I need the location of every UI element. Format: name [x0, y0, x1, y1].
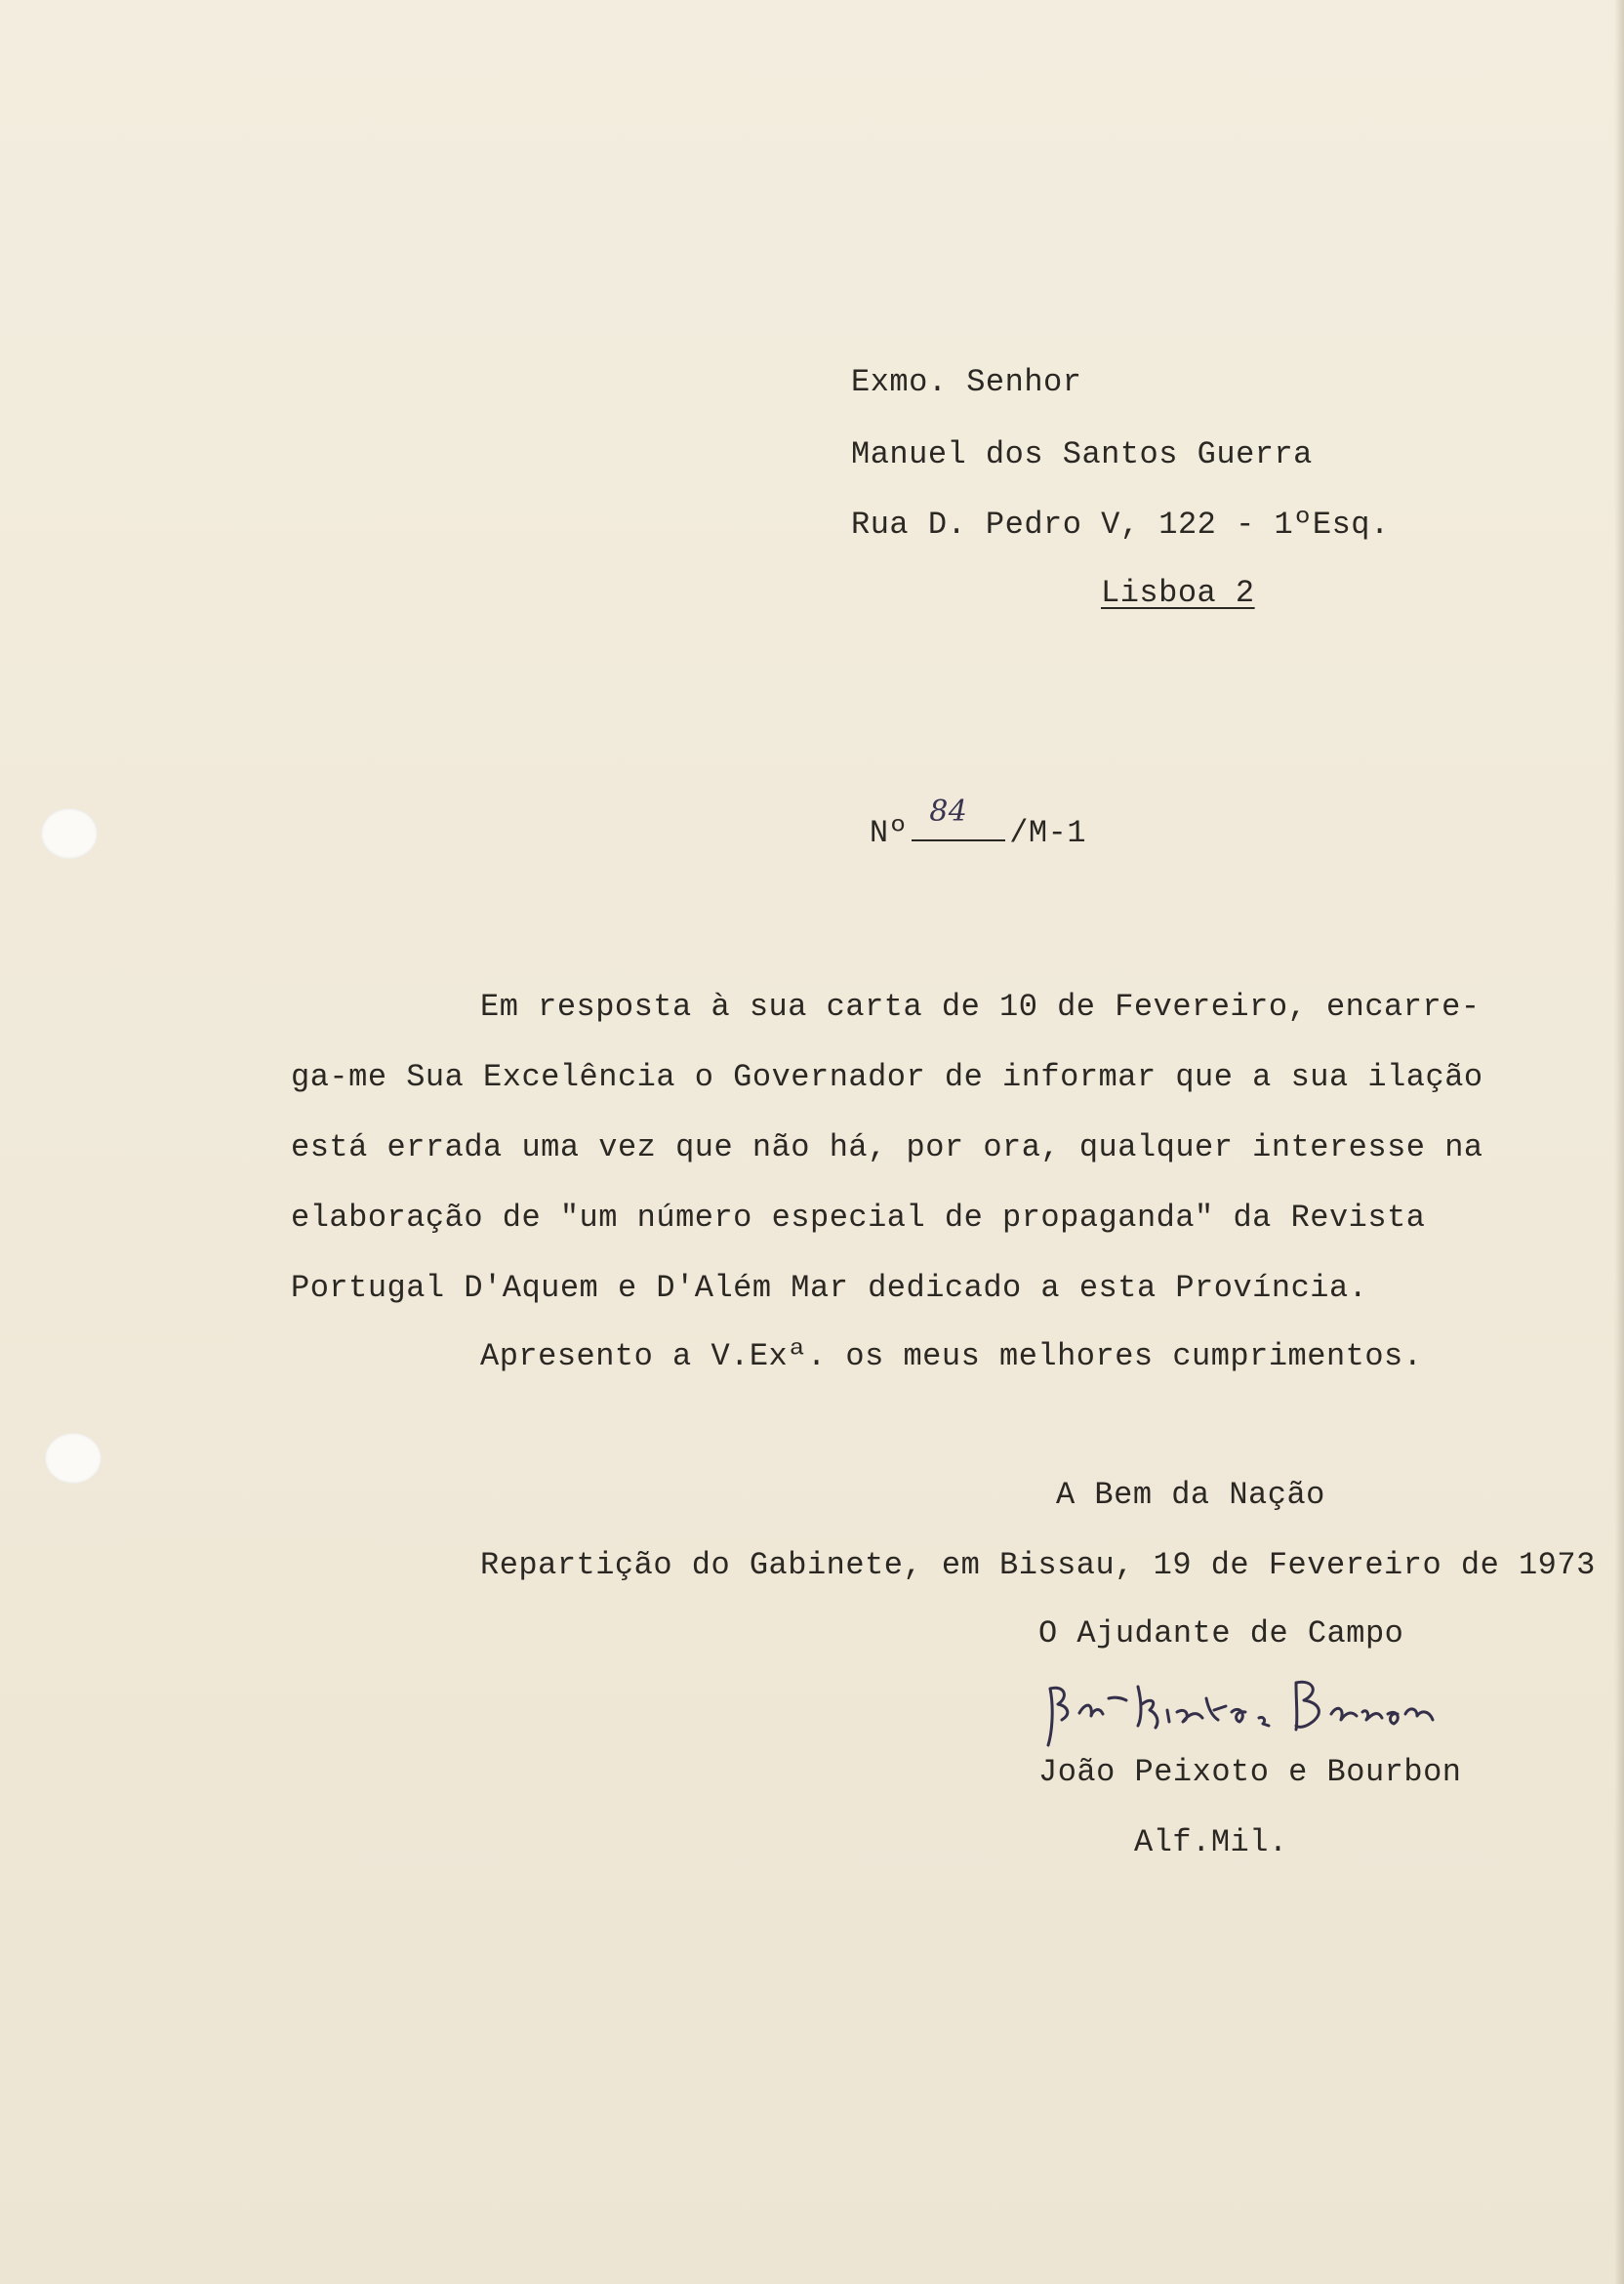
punch-hole-bottom	[45, 1433, 102, 1484]
footer-motto: A Bem da Nação	[1056, 1477, 1325, 1513]
body-line: Em resposta à sua carta de 10 de Fevereiro, encarre-	[480, 989, 1481, 1025]
body-closing: Apresento a V.Exª. os meus melhores cumprimentos.	[480, 1338, 1423, 1374]
body-line: está errada uma vez que não há, por ora, qualquer interesse na	[291, 1129, 1483, 1165]
reference-prefix: Nº	[869, 815, 909, 851]
reference-number-field	[912, 795, 1005, 841]
recipient-salutation: Exmo. Senhor	[851, 364, 1082, 400]
footer-date-line: Repartição do Gabinete, em Bissau, 19 de Fevereiro de 1973	[480, 1547, 1596, 1583]
reference-number	[792, 767, 1086, 892]
body-line: Portugal D'Aquem e D'Além Mar dedicado a esta Província.	[291, 1270, 1368, 1306]
recipient-name: Manuel dos Santos Guerra	[851, 436, 1313, 472]
recipient-address: Rua D. Pedro V, 122 - 1ºEsq.	[851, 507, 1390, 543]
body-line: ga-me Sua Excelência o Governador de informar que a sua ilação	[291, 1059, 1483, 1095]
reference-suffix: /M-1	[1009, 815, 1087, 851]
footer-role: O Ajudante de Campo	[1038, 1615, 1404, 1652]
handwritten-signature	[1040, 1659, 1450, 1747]
reference-handwritten-number: 84	[929, 795, 968, 829]
punch-hole-top	[41, 808, 98, 859]
recipient-city: Lisboa 2	[1101, 575, 1255, 611]
footer-rank: Alf.Mil.	[1134, 1824, 1288, 1860]
page-edge-shadow	[1614, 0, 1624, 2284]
footer-signer-name: João Peixoto e Bourbon	[1038, 1754, 1462, 1790]
body-line: elaboração de "um número especial de propaganda" da Revista	[291, 1200, 1426, 1236]
